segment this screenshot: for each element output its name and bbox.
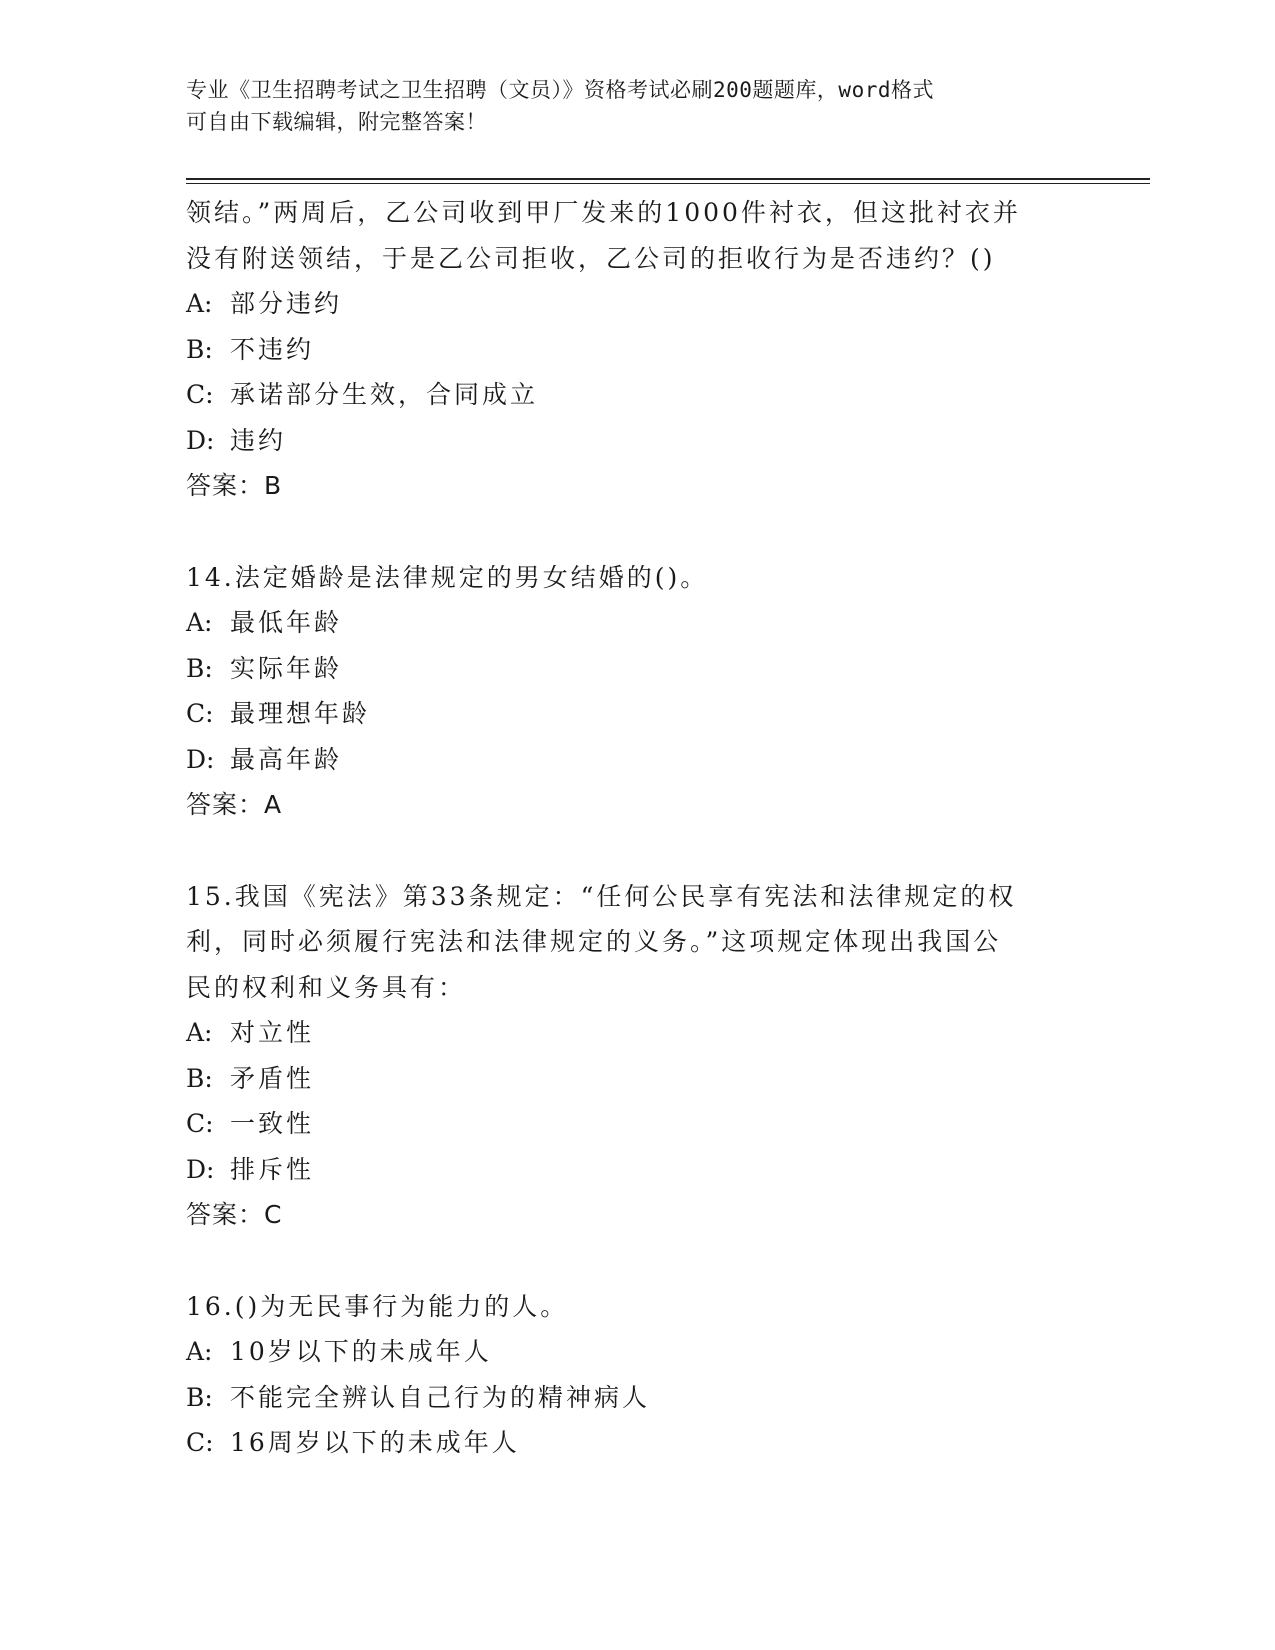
option-a [186,281,1086,327]
document-header [186,74,1066,138]
answer-line: 答案：C [186,1200,283,1229]
option-text: 最理想年龄 [230,699,371,728]
option-c [186,691,1086,737]
option-text: 违约 [230,425,287,455]
option-d [186,737,1086,783]
option-text: 部分违约 [230,289,343,318]
option-text: 矛盾性 [230,1063,315,1093]
option-c [186,1101,1086,1147]
option-text: 不能完全辨认自己行为的精神病人 [230,1382,651,1412]
option-label: B: [186,653,213,683]
option-label: A: [186,608,213,637]
option-text: 一致性 [230,1109,315,1138]
question-gap [186,509,1086,555]
question-text-line: 领结。”两周后，乙公司收到甲厂发来的1000件衬衣，但这批衬衣并 [186,198,1021,227]
option-label: D: [186,425,215,455]
option-c [186,1420,1086,1466]
question-16 [186,1284,1086,1466]
option-label: D: [186,1154,215,1184]
option-label: C: [186,1428,214,1457]
option-a [186,600,1086,646]
question-15 [186,874,1086,1238]
option-label: D: [186,744,215,774]
question-text-line: 民的权利和义务具有： [186,972,467,1002]
option-text: 16周岁以下的未成年人 [230,1428,520,1457]
header-rule-thin [186,183,1150,184]
header-title-line-2: 可自由下载编辑，附完整答案！ [186,110,487,134]
question-gap [186,1238,1086,1284]
question-text-line: 利，同时必须履行宪法和法律规定的义务。”这项规定体现出我国公 [186,927,1002,956]
option-b [186,327,1086,373]
option-d [186,418,1086,464]
option-text: 最高年龄 [230,744,343,774]
option-text: 不违约 [230,334,315,364]
option-c [186,372,1086,418]
option-a [186,1010,1086,1056]
option-label: A: [186,1337,213,1366]
option-label: A: [186,1018,213,1047]
question-list [186,190,1086,1466]
header-title-line-1: 专业《卫生招聘考试之卫生招聘（文员）》资格考试必刷200题题库，word格式 [186,78,934,102]
option-b [186,1056,1086,1102]
option-b [186,646,1086,692]
answer-line: 答案：B [186,471,283,500]
option-text: 对立性 [230,1018,315,1047]
option-b [186,1375,1086,1421]
option-label: C: [186,1109,214,1138]
option-label: C: [186,699,214,728]
header-rule-thick [186,178,1150,180]
option-label: B: [186,1382,213,1412]
option-text: 10岁以下的未成年人 [230,1337,492,1366]
question-14 [186,555,1086,828]
question-gap [186,828,1086,874]
option-label: C: [186,380,214,409]
question-text-line: 16.()为无民事行为能力的人。 [186,1291,569,1321]
option-text: 承诺部分生效，合同成立 [230,380,539,409]
question-text-line: 没有附送领结，于是乙公司拒收，乙公司的拒收行为是否违约？() [186,243,996,273]
answer-line: 答案：A [186,790,283,819]
option-text: 最低年龄 [230,608,343,637]
question-13-continuation [186,190,1086,509]
question-text-line: 15.我国《宪法》第33条规定：“任何公民享有宪法和法律规定的权 [186,881,1017,911]
option-label: B: [186,1063,213,1093]
option-a [186,1329,1086,1375]
option-text: 实际年龄 [230,653,343,683]
option-d [186,1147,1086,1193]
question-text-line: 14.法定婚龄是法律规定的男女结婚的()。 [186,562,709,592]
option-label: A: [186,289,213,318]
option-text: 排斥性 [230,1154,315,1184]
option-label: B: [186,334,213,364]
